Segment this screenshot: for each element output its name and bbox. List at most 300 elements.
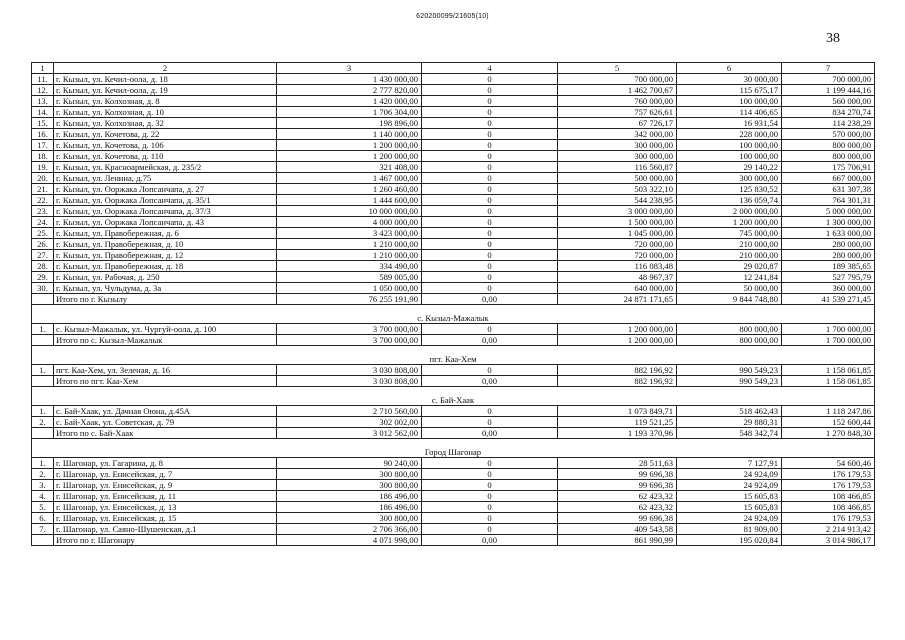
table-cell: 745 000,00	[677, 228, 782, 239]
total-value: 1 193 370,96	[558, 428, 677, 439]
table-cell: 1 045 000,00	[558, 228, 677, 239]
table-row	[32, 524, 875, 535]
total-value: 3 700 000,00	[277, 335, 422, 346]
table-cell: 0	[422, 173, 558, 184]
table-cell: 280 000,00	[782, 239, 875, 250]
table-cell: 12.	[32, 85, 54, 96]
table-cell: 0	[422, 184, 558, 195]
total-value: 0,00	[422, 428, 558, 439]
column-header: 6	[677, 63, 782, 74]
table-row	[32, 406, 875, 417]
table-cell: 114 406,65	[677, 107, 782, 118]
table-cell: 2.	[32, 469, 54, 480]
table-cell: 764 301,31	[782, 195, 875, 206]
total-value: 1 200 000,00	[558, 335, 677, 346]
table-cell: 4 000 000,00	[277, 217, 422, 228]
table-cell: 15.	[32, 118, 54, 129]
total-value: 548 342,74	[677, 428, 782, 439]
table-cell: 560 000,00	[782, 96, 875, 107]
table-cell: 500 000,00	[558, 173, 677, 184]
total-value: 41 539 271,45	[782, 294, 875, 305]
table-cell: 50 000,00	[677, 283, 782, 294]
section-header-row	[32, 305, 875, 324]
section-title: пгт. Каа-Хем	[32, 346, 875, 365]
table-cell: 300 000,00	[558, 140, 677, 151]
table-cell: 152 600,44	[782, 417, 875, 428]
table-row	[32, 151, 875, 162]
table-cell: 0	[422, 469, 558, 480]
table-cell: 2.	[32, 417, 54, 428]
column-header: 5	[558, 63, 677, 74]
table-cell: г. Кызыл, ул. Правобережная, д. 10	[54, 239, 277, 250]
total-row	[32, 335, 875, 346]
table-cell: 0	[422, 129, 558, 140]
table-cell: г. Шагонар, ул. Енисейская, д. 15	[54, 513, 277, 524]
table-row	[32, 469, 875, 480]
table-cell: 21.	[32, 184, 54, 195]
table-cell: 1 118 247,86	[782, 406, 875, 417]
table-cell: 0	[422, 107, 558, 118]
table-cell: 24 924,09	[677, 513, 782, 524]
table-cell: 0	[422, 365, 558, 376]
table-cell: 1.	[32, 458, 54, 469]
table-cell: 0	[422, 491, 558, 502]
table-cell: 25.	[32, 228, 54, 239]
table-cell: 16.	[32, 129, 54, 140]
total-value: 4 071 998,00	[277, 535, 422, 546]
table-cell: 667 000,00	[782, 173, 875, 184]
table-cell: 3 000 000,00	[558, 206, 677, 217]
table-cell: 0	[422, 239, 558, 250]
table-cell: 115 675,17	[677, 85, 782, 96]
table-cell: 20.	[32, 173, 54, 184]
table-cell: 29 020,87	[677, 261, 782, 272]
table-cell: 16 931,54	[677, 118, 782, 129]
table-row	[32, 491, 875, 502]
table-cell: 100 000,00	[677, 96, 782, 107]
table-row	[32, 85, 875, 96]
table-cell: 23.	[32, 206, 54, 217]
table-cell: 720 000,00	[558, 239, 677, 250]
table-cell: 321 408,00	[277, 162, 422, 173]
table-cell: 1 700 000,00	[782, 324, 875, 335]
table-cell	[32, 428, 54, 439]
section-header-row	[32, 387, 875, 406]
table-cell: г. Шагонар, ул. Енисейская, д. 9	[54, 480, 277, 491]
table-cell: 0	[422, 74, 558, 85]
table-cell: 300 000,00	[558, 151, 677, 162]
table-row	[32, 173, 875, 184]
total-value: 1 270 848,30	[782, 428, 875, 439]
table-cell: 48 967,37	[558, 272, 677, 283]
table-cell: 800 000,00	[677, 324, 782, 335]
table-row	[32, 261, 875, 272]
table-cell: с. Кызыл-Мажалык, ул. Чургуй-оола, д. 100	[54, 324, 277, 335]
table-cell: 1 500 000,00	[558, 217, 677, 228]
table-cell: 0	[422, 85, 558, 96]
table-cell: 0	[422, 96, 558, 107]
total-value: 800 000,00	[677, 335, 782, 346]
table-cell: 0	[422, 513, 558, 524]
total-value: 76 255 191,90	[277, 294, 422, 305]
table-row	[32, 480, 875, 491]
table-cell: 0	[422, 140, 558, 151]
total-value: 990 549,23	[677, 376, 782, 387]
table-cell: 99 696,38	[558, 469, 677, 480]
table-cell: 5.	[32, 502, 54, 513]
table-row	[32, 324, 875, 335]
table-cell: 189 385,65	[782, 261, 875, 272]
table-cell: 300 800,00	[277, 513, 422, 524]
table-cell: г. Шагонар, ул. Саяно-Шушенская, д.1	[54, 524, 277, 535]
table-cell: 757 626,61	[558, 107, 677, 118]
section-title: с. Бай-Хаак	[32, 387, 875, 406]
total-value: 24 871 171,65	[558, 294, 677, 305]
table-cell: 116 083,48	[558, 261, 677, 272]
table-cell: 882 196,92	[558, 365, 677, 376]
column-header: 3	[277, 63, 422, 74]
table-cell: 29 880,31	[677, 417, 782, 428]
table-cell: 0	[422, 217, 558, 228]
table-cell: 360 000,00	[782, 283, 875, 294]
table-cell: 0	[422, 502, 558, 513]
table-cell: г. Кызыл, ул. Кочетова, д. 110	[54, 151, 277, 162]
table-cell: 280 000,00	[782, 250, 875, 261]
table-cell: г. Кызыл, ул. Колхозная, д. 8	[54, 96, 277, 107]
table-cell: 29 140,22	[677, 162, 782, 173]
table-cell: 1 420 000,00	[277, 96, 422, 107]
table-cell: г. Шагонар, ул. Енисейская, д. 7	[54, 469, 277, 480]
table-row	[32, 283, 875, 294]
table-cell: 2 214 913,42	[782, 524, 875, 535]
table-cell: 1 467 000,00	[277, 173, 422, 184]
table-cell	[32, 335, 54, 346]
total-row	[32, 376, 875, 387]
table-cell: с. Бай-Хаак, ул. Советская, д. 79	[54, 417, 277, 428]
table-cell: г. Шагонар, ул. Енисейская, д. 13	[54, 502, 277, 513]
table-cell: 0	[422, 480, 558, 491]
table-row	[32, 365, 875, 376]
table-cell: 24.	[32, 217, 54, 228]
table-cell: 10 000 000,00	[277, 206, 422, 217]
table-cell: 300 000,00	[677, 173, 782, 184]
table-cell: 631 307,38	[782, 184, 875, 195]
total-value: 1 158 061,85	[782, 376, 875, 387]
table-cell: 990 549,23	[677, 365, 782, 376]
table-row	[32, 217, 875, 228]
table-cell: 570 000,00	[782, 129, 875, 140]
table-cell: 108 466,85	[782, 502, 875, 513]
table-cell	[32, 535, 54, 546]
table-cell: 119 521,25	[558, 417, 677, 428]
total-value: 0,00	[422, 294, 558, 305]
table-cell: 7 127,91	[677, 458, 782, 469]
table-cell: 175 706,91	[782, 162, 875, 173]
table-cell: 29.	[32, 272, 54, 283]
table-cell: 28 511,63	[558, 458, 677, 469]
table-cell: 12 241,84	[677, 272, 782, 283]
table-row	[32, 239, 875, 250]
table-cell: 1 050 000,00	[277, 283, 422, 294]
table-cell: 518 462,43	[677, 406, 782, 417]
table-cell: 18.	[32, 151, 54, 162]
table-cell: г. Кызыл, ул. Рабочая, д. 250	[54, 272, 277, 283]
table-cell: 30 000,00	[677, 74, 782, 85]
table-cell: 1.	[32, 406, 54, 417]
table-cell: 125 830,52	[677, 184, 782, 195]
table-cell: 700 000,00	[782, 74, 875, 85]
table-cell: 17.	[32, 140, 54, 151]
table-row	[32, 118, 875, 129]
table-row	[32, 250, 875, 261]
table-cell: 100 000,00	[677, 140, 782, 151]
table-cell: г. Кызыл, ул. Ооржака Лопсанчапа, д. 27	[54, 184, 277, 195]
table-cell: г. Кызыл, ул. Кечил-оола, д. 18	[54, 74, 277, 85]
table-cell: пгт. Каа-Хем, ул. Зеленая, д. 16	[54, 365, 277, 376]
total-value: 1 700 000,00	[782, 335, 875, 346]
table-cell: 198 896,00	[277, 118, 422, 129]
table-cell: 409 543,58	[558, 524, 677, 535]
table-cell: 24 924,09	[677, 469, 782, 480]
total-row	[32, 535, 875, 546]
table-cell: 19.	[32, 162, 54, 173]
table-cell: 2 706 366,00	[277, 524, 422, 535]
table-cell: 720 000,00	[558, 250, 677, 261]
table-cell: 0	[422, 162, 558, 173]
table-cell: г. Кызыл, ул. Кочетова, д. 106	[54, 140, 277, 151]
table-cell: 800 000,00	[782, 151, 875, 162]
table-cell: 114 238,29	[782, 118, 875, 129]
table-cell: 1 260 460,00	[277, 184, 422, 195]
total-value: 882 196,92	[558, 376, 677, 387]
table-cell: 30.	[32, 283, 54, 294]
table-cell: 760 000,00	[558, 96, 677, 107]
table-row	[32, 513, 875, 524]
table-cell: 1 633 000,00	[782, 228, 875, 239]
table-cell: г. Шагонар, ул. Гагарина, д. 8	[54, 458, 277, 469]
table-cell: 176 179,53	[782, 480, 875, 491]
table-cell: 210 000,00	[677, 239, 782, 250]
table-cell: 100 000,00	[677, 151, 782, 162]
total-label: Итого по г. Шагонару	[54, 535, 277, 546]
table-cell: 11.	[32, 74, 54, 85]
table-cell: 26.	[32, 239, 54, 250]
column-header-row	[32, 63, 875, 74]
table-cell: 0	[422, 206, 558, 217]
table-cell: г. Кызыл, ул. Правобережная, д. 18	[54, 261, 277, 272]
total-value: 3 030 808,00	[277, 376, 422, 387]
table-cell: 1 300 000,00	[782, 217, 875, 228]
table-cell: 22.	[32, 195, 54, 206]
table-cell: 700 000,00	[558, 74, 677, 85]
table-cell: 3 030 808,00	[277, 365, 422, 376]
table-cell: г. Шагонар, ул. Енисейская, д. 11	[54, 491, 277, 502]
table-row	[32, 458, 875, 469]
table-cell: г. Кызыл, ул. Чульдума, д. 3а	[54, 283, 277, 294]
table-cell: 300 800,00	[277, 469, 422, 480]
table-cell: 1 462 700,67	[558, 85, 677, 96]
section-header-row	[32, 439, 875, 458]
table-cell: 136 059,74	[677, 195, 782, 206]
table-cell: 0	[422, 118, 558, 129]
table-cell: г. Кызыл, ул. Колхозная, д. 10	[54, 107, 277, 118]
table-cell: 334 490,00	[277, 261, 422, 272]
table-cell: 503 322,10	[558, 184, 677, 195]
table-cell: 589 005,00	[277, 272, 422, 283]
table-row	[32, 74, 875, 85]
total-value: 0,00	[422, 535, 558, 546]
table-cell: 3 700 000,00	[277, 324, 422, 335]
table-cell: 186 496,00	[277, 502, 422, 513]
table-row	[32, 129, 875, 140]
table-cell: 0	[422, 283, 558, 294]
table-cell: 0	[422, 458, 558, 469]
total-label: Итого по пгт. Каа-Хем	[54, 376, 277, 387]
table-cell: 1 200 000,00	[277, 140, 422, 151]
table-cell: г. Кызыл, ул. Кочетова, д. 22	[54, 129, 277, 140]
table-cell: 24 924,09	[677, 480, 782, 491]
table-cell: 0	[422, 324, 558, 335]
table-cell: 3.	[32, 480, 54, 491]
table-cell: 1 200 000,00	[277, 151, 422, 162]
table-cell: 2 000 000,00	[677, 206, 782, 217]
table-row	[32, 107, 875, 118]
table-cell: 1 200 000,00	[677, 217, 782, 228]
table-cell: 1 158 061,85	[782, 365, 875, 376]
table-row	[32, 272, 875, 283]
table-row	[32, 502, 875, 513]
table-cell: 0	[422, 261, 558, 272]
table-cell: 176 179,53	[782, 513, 875, 524]
table-cell: 0	[422, 524, 558, 535]
table-cell: 5 000 000,00	[782, 206, 875, 217]
table-cell: 1 140 000,00	[277, 129, 422, 140]
table-cell: 15 605,83	[677, 502, 782, 513]
table-cell: г. Кызыл, ул. Ооржака Лопсанчапа, д. 43	[54, 217, 277, 228]
section-title: Город Шагонар	[32, 439, 875, 458]
table-cell: 90 240,00	[277, 458, 422, 469]
total-row	[32, 428, 875, 439]
table-row	[32, 96, 875, 107]
column-header: 4	[422, 63, 558, 74]
table-cell: 62 423,32	[558, 491, 677, 502]
total-label: Итого по г. Кызылу	[54, 294, 277, 305]
table-cell: 28.	[32, 261, 54, 272]
table-cell: 1 444 600,00	[277, 195, 422, 206]
table-cell: 2 777 820,00	[277, 85, 422, 96]
table-cell: 13.	[32, 96, 54, 107]
table-cell: 99 696,38	[558, 513, 677, 524]
column-header: 1	[32, 63, 54, 74]
table-row	[32, 184, 875, 195]
table-cell: 6.	[32, 513, 54, 524]
total-row	[32, 294, 875, 305]
table-cell: 27.	[32, 250, 54, 261]
table-cell: 228 000,00	[677, 129, 782, 140]
table-cell: 0	[422, 406, 558, 417]
table-cell: 1.	[32, 365, 54, 376]
table-cell: 54 600,46	[782, 458, 875, 469]
table-cell: 67 726,17	[558, 118, 677, 129]
section-title: с. Кызыл-Мажалык	[32, 305, 875, 324]
total-value: 0,00	[422, 376, 558, 387]
table-cell: 1.	[32, 324, 54, 335]
table-cell: 116 560,87	[558, 162, 677, 173]
table-cell: 1 706 304,00	[277, 107, 422, 118]
table-cell	[32, 294, 54, 305]
table-cell: 640 000,00	[558, 283, 677, 294]
table-cell: 3 423 000,00	[277, 228, 422, 239]
table-cell: г. Кызыл, ул. Правобережная, д. 6	[54, 228, 277, 239]
table-cell: 544 238,95	[558, 195, 677, 206]
table-cell: 527 795,79	[782, 272, 875, 283]
table-cell: с. Бай-Хаак, ул. Дачная Оюна, д.45А	[54, 406, 277, 417]
total-value: 0,00	[422, 335, 558, 346]
table-cell: 108 466,85	[782, 491, 875, 502]
table-cell: г. Кызыл, ул. Правобережная, д. 12	[54, 250, 277, 261]
table-cell: 62 423,32	[558, 502, 677, 513]
table-cell: 0	[422, 272, 558, 283]
page-number: 38	[826, 31, 840, 46]
table-cell: 1 210 000,00	[277, 239, 422, 250]
total-value: 3 012 562,00	[277, 428, 422, 439]
table-cell: 834 270,74	[782, 107, 875, 118]
table-cell: 14.	[32, 107, 54, 118]
table-cell: 81 909,00	[677, 524, 782, 535]
table-row	[32, 206, 875, 217]
table-row	[32, 195, 875, 206]
table-row	[32, 417, 875, 428]
column-header: 2	[54, 63, 277, 74]
table-row	[32, 140, 875, 151]
table-cell: 342 000,00	[558, 129, 677, 140]
table-cell: г. Кызыл, ул. Красноармейская, д. 235/2	[54, 162, 277, 173]
total-label: Итого по с. Кызыл-Мажалык	[54, 335, 277, 346]
table-cell: г. Кызыл, ул. Ооржака Лопсанчапа, д. 35/1	[54, 195, 277, 206]
table-cell: 186 496,00	[277, 491, 422, 502]
table-cell: г. Кызыл, ул. Колхозная, д. 32	[54, 118, 277, 129]
total-value: 195 020,84	[677, 535, 782, 546]
total-value: 3 014 986,17	[782, 535, 875, 546]
table-cell: 1 210 000,00	[277, 250, 422, 261]
table-cell: г. Кызыл, ул. Ооржака Лопсанчапа, д. 37/3	[54, 206, 277, 217]
document-id: 620200099/21605(10)	[416, 13, 489, 20]
table-cell: 300 800,00	[277, 480, 422, 491]
table-row	[32, 162, 875, 173]
total-label: Итого по с. Бай-Хаак	[54, 428, 277, 439]
table-cell	[32, 376, 54, 387]
table-cell: 7.	[32, 524, 54, 535]
table-cell: г. Кызыл, ул. Кечил-оола, д. 19	[54, 85, 277, 96]
table-cell: 1 430 000,00	[277, 74, 422, 85]
table-cell: 15 605,83	[677, 491, 782, 502]
table-cell: 1 073 849,71	[558, 406, 677, 417]
table-cell: 1 199 444,16	[782, 85, 875, 96]
column-header: 7	[782, 63, 875, 74]
table-cell: 0	[422, 228, 558, 239]
table-cell: 0	[422, 250, 558, 261]
total-value: 9 844 748,80	[677, 294, 782, 305]
table-cell: 0	[422, 151, 558, 162]
table-cell: 210 000,00	[677, 250, 782, 261]
section-header-row	[32, 346, 875, 365]
table-cell: 0	[422, 417, 558, 428]
table-cell: 1 200 000,00	[558, 324, 677, 335]
data-table	[31, 62, 875, 546]
table-cell: 302 002,00	[277, 417, 422, 428]
table-cell: 0	[422, 195, 558, 206]
table-cell: 800 000,00	[782, 140, 875, 151]
